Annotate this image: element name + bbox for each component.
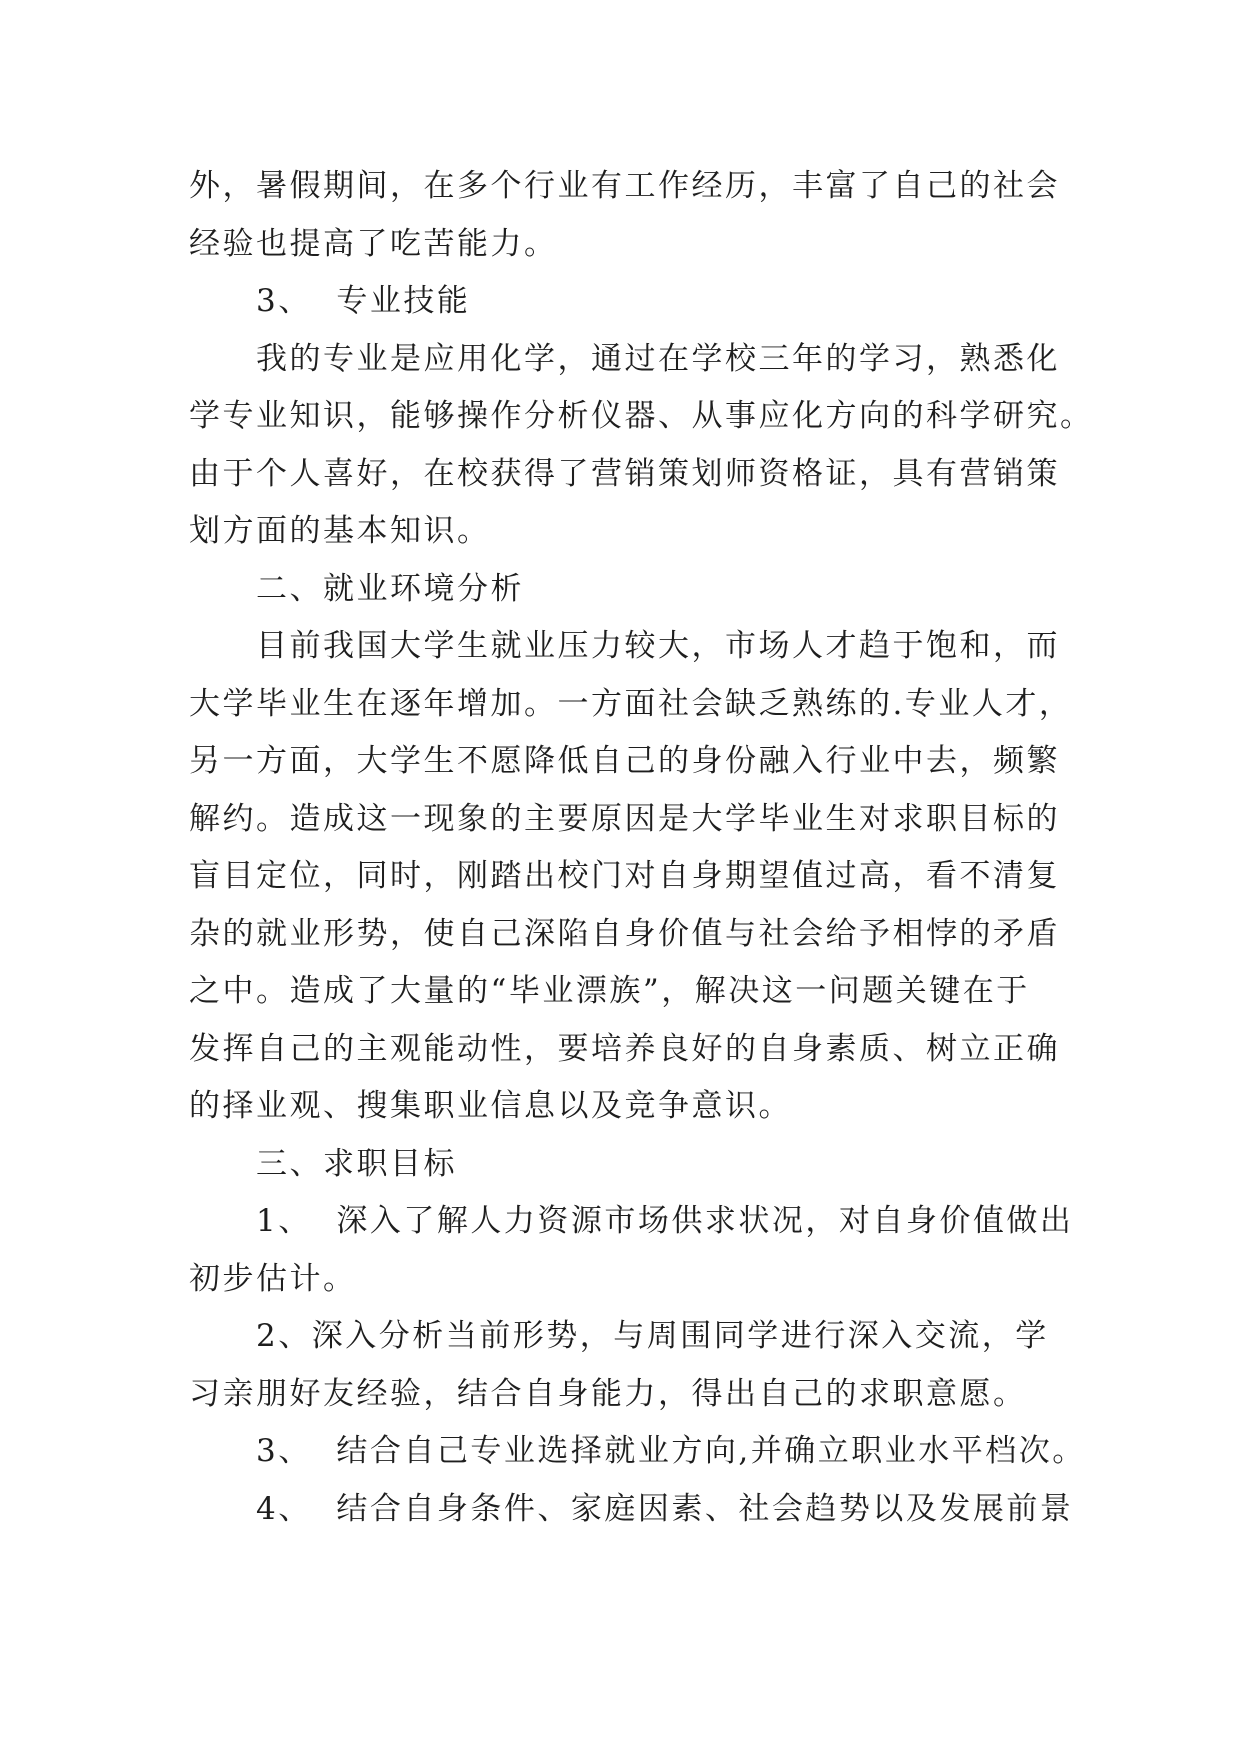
section-heading-goals: 三、求职目标	[256, 1145, 457, 1182]
body-line: 学专业知识，能够操作分析仪器、从事应化方向的科学研究。	[189, 398, 1094, 434]
list-item: 2、深入分析当前形势，与周围同学进行深入交流，学	[256, 1318, 1049, 1354]
body-line: 的择业观、搜集职业信息以及竞争意识。	[189, 1088, 792, 1124]
body-line: 我的专业是应用化学，通过在学校三年的学习，熟悉化	[256, 340, 1060, 377]
body-line: 解约。造成这一现象的主要原因是大学毕业生对求职目标的	[189, 800, 1060, 837]
body-line: 大学毕业生在逐年增加。一方面社会缺乏熟练的.专业人才，	[189, 685, 1073, 722]
section-heading-skills: 3、 专业技能	[256, 283, 471, 319]
body-line: 初步估计。	[189, 1260, 357, 1297]
body-line: 习亲朋好友经验，结合自身能力，得出自己的求职意愿。	[189, 1375, 1027, 1412]
list-item: 4、 结合自身条件、家庭因素、社会趋势以及发展前景	[256, 1490, 1074, 1527]
document-body	[189, 158, 1094, 1538]
body-line: 另一方面，大学生不愿降低自己的身份融入行业中去，频繁	[189, 743, 1060, 779]
body-line: 经验也提高了吃苦能力。	[189, 225, 558, 262]
list-item: 1、 深入了解人力资源市场供求状况，对自身价值做出	[256, 1203, 1074, 1239]
body-line: 外，暑假期间，在多个行业有工作经历，丰富了自己的社会	[189, 168, 1060, 204]
body-line: 由于个人喜好，在校获得了营销策划师资格证，具有营销策	[189, 455, 1060, 492]
body-line: 之中。造成了大量的“毕业漂族”，解决这一问题关键在于	[189, 973, 1030, 1009]
body-line: 盲目定位，同时，刚踏出校门对自身期望值过高，看不清复	[189, 858, 1060, 894]
body-line: 发挥自己的主观能动性，要培养良好的自身素质、树立正确	[189, 1030, 1060, 1067]
body-line: 划方面的基本知识。	[189, 513, 491, 549]
body-line: 目前我国大学生就业压力较大，市场人才趋于饱和，而	[256, 628, 1060, 664]
section-heading-environment: 二、就业环境分析	[256, 570, 524, 607]
list-item: 3、 结合自己专业选择就业方向,并确立职业水平档次。	[256, 1433, 1086, 1469]
body-line: 杂的就业形势，使自己深陷自身价值与社会给予相悖的矛盾	[189, 915, 1060, 952]
